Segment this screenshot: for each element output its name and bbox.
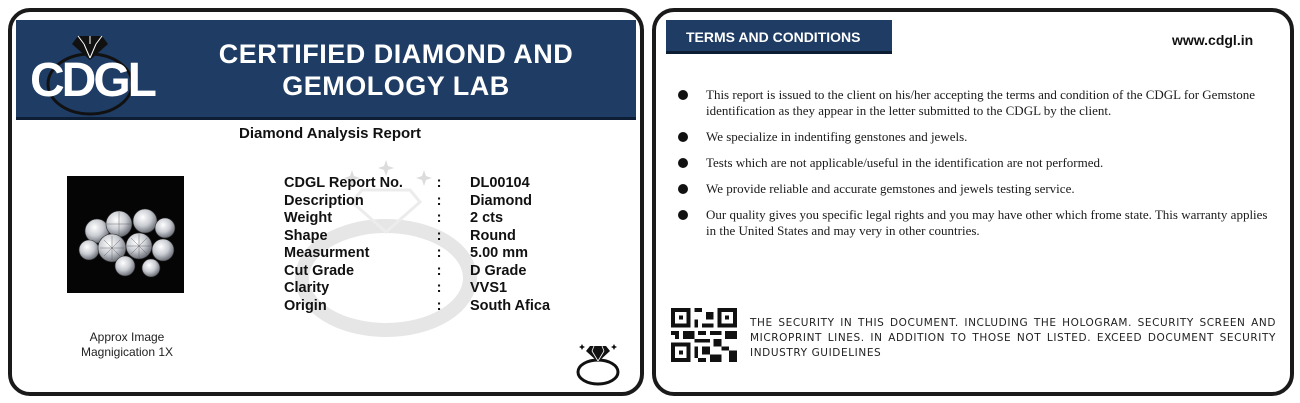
detail-colon: : (436, 280, 442, 296)
image-caption (52, 330, 202, 360)
logo-text: CDGL (30, 54, 154, 107)
detail-value: Round (470, 227, 516, 244)
report-title: Diamond Analysis Report (239, 125, 421, 142)
terms-item (676, 87, 1276, 119)
certificate-front-card (8, 8, 644, 396)
terms-item-text: We provide reliable and accurate gemstones and jewels testing service. (706, 181, 1075, 196)
image-caption-line2: Magnigication 1X (80, 345, 174, 359)
qr-code-icon[interactable] (670, 308, 738, 362)
detail-colon: : (436, 262, 442, 279)
terms-item-text: We specialize in indentifing genstones and jewels. (706, 129, 968, 144)
diamonds-photo (67, 176, 184, 293)
detail-value: VVS1 (470, 280, 508, 296)
detail-value: 2 cts (470, 210, 504, 226)
terms-item (676, 155, 1276, 171)
detail-colon: : (436, 175, 442, 191)
lab-title-line2: GEMOLOGY LAB (282, 71, 510, 101)
terms-item (676, 129, 1276, 145)
terms-list (676, 87, 1276, 249)
terms-item (676, 207, 1276, 239)
detail-label: Cut Grade (284, 262, 355, 279)
bullet-icon (678, 90, 688, 100)
website-link[interactable]: www.cdgl.in (1172, 32, 1254, 48)
bullet-icon (678, 132, 688, 142)
detail-colon: : (436, 227, 442, 244)
detail-label: Measurment (284, 245, 370, 261)
terms-item-text: This report is issued to the client on his/her accepting the terms and condition of the CDGL for Gemstone identification as they appear in the letter submitted to the CDGL by the client. (706, 87, 1256, 118)
terms-item (676, 181, 1276, 197)
bullet-icon (678, 158, 688, 168)
detail-label: Description (284, 192, 364, 209)
diamond-ring-icon (574, 342, 622, 386)
detail-value: South Afica (470, 297, 551, 314)
detail-label: Origin (284, 297, 327, 314)
detail-label: Weight (284, 210, 333, 226)
detail-colon: : (436, 210, 442, 226)
detail-colon: : (436, 297, 442, 314)
detail-label: Clarity (284, 280, 330, 296)
detail-value: DL00104 (470, 175, 530, 191)
detail-colon: : (436, 245, 442, 261)
security-notice: THE SECURITY IN THIS DOCUMENT. INCLUDING THE HOLOGRAM. SECURITY SCREEN AND MICROPRINT LINES. IN ADDITION TO THOSE NOT LISTED. EXCEED DOCUMENT SECURITY INDUSTRY GUIDELINES (750, 317, 1276, 359)
terms-item-text: Tests which are not applicable/useful in the identification are not performed. (706, 155, 1104, 170)
terms-item-text: Our quality gives you specific legal rights and you may have other which frome state. This warranty applies in the United States and may very in other countries. (706, 207, 1268, 238)
detail-label: Shape (284, 227, 328, 244)
detail-value: 5.00 mm (470, 245, 529, 261)
detail-value: D Grade (470, 262, 527, 279)
certificate-back-card (652, 8, 1294, 396)
cdgl-logo (18, 22, 168, 118)
bullet-icon (678, 210, 688, 220)
bullet-icon (678, 184, 688, 194)
detail-label: CDGL Report No. (284, 175, 403, 191)
terms-heading: TERMS AND CONDITIONS (666, 20, 892, 54)
lab-title (166, 38, 626, 102)
detail-colon: : (436, 192, 442, 209)
lab-title-line1: CERTIFIED DIAMOND AND (218, 39, 574, 69)
image-caption-line1: Approx Image (89, 330, 165, 344)
detail-value: Diamond (470, 192, 533, 209)
front-header (16, 20, 636, 120)
